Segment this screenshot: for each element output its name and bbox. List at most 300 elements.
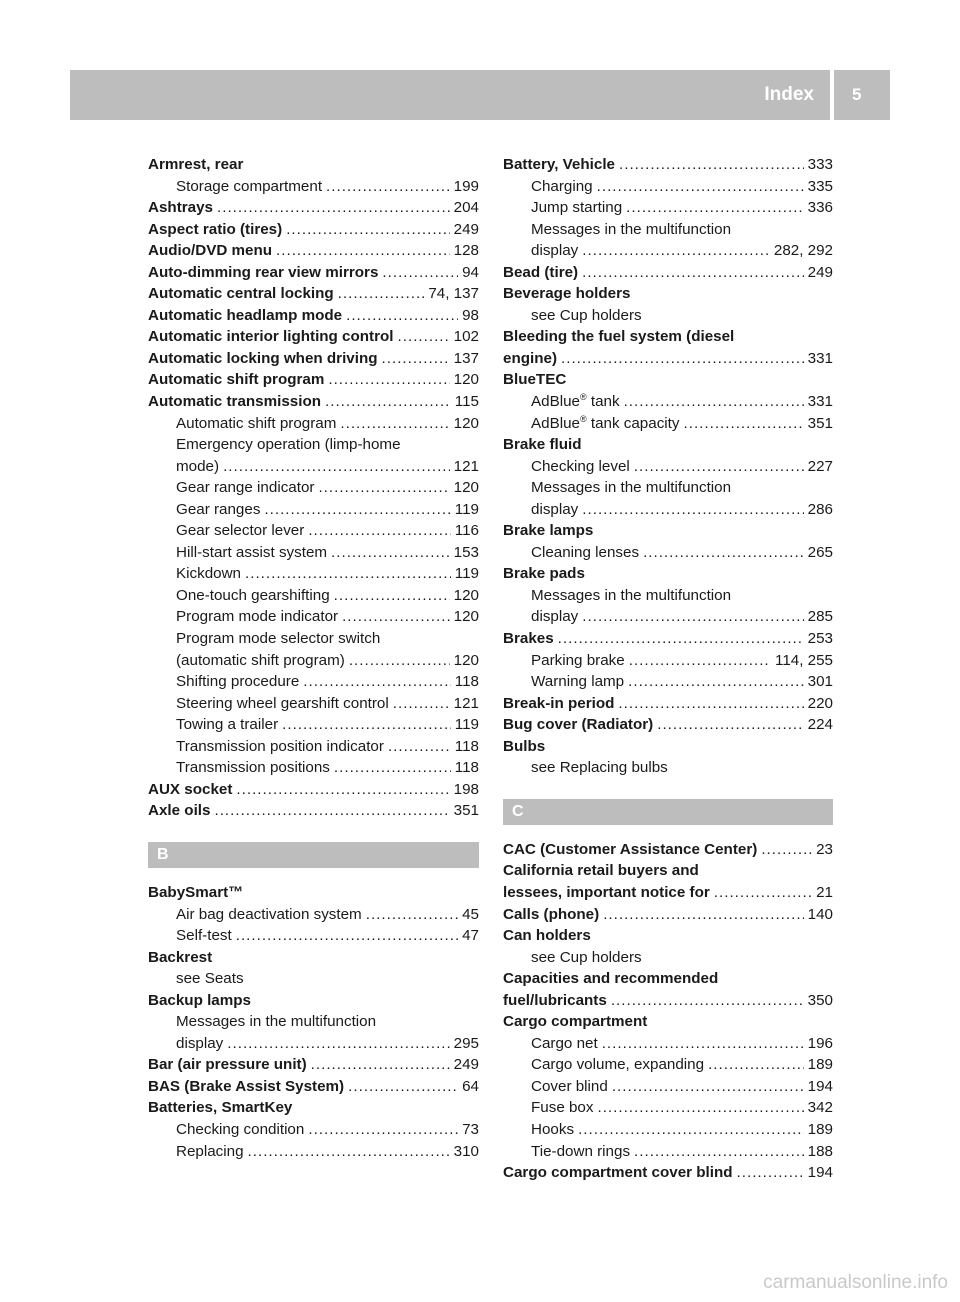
entry-label: Messages in the multifunction (176, 1013, 377, 1031)
page-reference: 128 (453, 242, 479, 260)
entry-label: Auto-dimming rear view mirrors (148, 263, 379, 281)
entry-label: Bulbs (503, 737, 546, 755)
entry-label: mode) (176, 457, 220, 475)
index-subentry (148, 563, 479, 585)
index-entry (148, 947, 479, 969)
page-reference: 64 (462, 1077, 479, 1095)
entry-label: Bead (tire) (503, 263, 579, 281)
entry-label: Axle oils (148, 802, 211, 820)
page-reference: 120 (453, 608, 479, 626)
dot-leader (214, 800, 449, 822)
dot-leader (236, 779, 449, 801)
entry-label: Towing a trailer (176, 716, 279, 734)
index-entry (503, 968, 833, 990)
index-subentry (503, 240, 833, 262)
entry-label: Brake lamps (503, 522, 594, 540)
index-entry (148, 240, 479, 262)
section-header-c: C (503, 799, 833, 825)
page-reference: 189 (807, 1056, 833, 1074)
page-reference: 73 (462, 1120, 479, 1138)
dot-leader (626, 197, 803, 219)
dot-leader (236, 925, 458, 947)
entry-label: One-touch gearshifting (176, 586, 330, 604)
entry-label: Checking condition (176, 1120, 305, 1138)
page-title: Index (764, 84, 814, 105)
entry-label-rest: tank (586, 393, 620, 411)
dot-leader (582, 606, 803, 628)
index-subentry (148, 671, 479, 693)
page-reference: 253 (807, 630, 833, 648)
page-reference: 249 (807, 263, 833, 281)
entry-label: Tie-down rings (531, 1142, 631, 1160)
index-subentry (148, 968, 479, 990)
dot-leader (393, 693, 450, 715)
dot-leader (634, 456, 804, 478)
dot-leader (708, 1054, 804, 1076)
entry-label: BAS (Brake Assist System) (148, 1077, 345, 1095)
page-reference: 331 (807, 349, 833, 367)
index-entry (148, 262, 479, 284)
entry-label: Automatic transmission (148, 393, 322, 411)
page-reference: 301 (807, 673, 833, 691)
index-entry (503, 990, 833, 1012)
index-subentry (503, 1119, 833, 1141)
index-subentry (148, 520, 479, 542)
page-reference: 350 (807, 991, 833, 1009)
entry-label: Cargo volume, expanding (531, 1056, 705, 1074)
page-reference: 119 (454, 565, 479, 583)
entry-label: Shifting procedure (176, 673, 300, 691)
index-entry (503, 369, 833, 391)
page-reference: 285 (807, 608, 833, 626)
page-reference: 342 (807, 1099, 833, 1117)
entry-label: Storage compartment (176, 177, 323, 195)
page-reference: 118 (454, 673, 479, 691)
index-subentry (148, 499, 479, 521)
index-subentry (148, 925, 479, 947)
entry-label: Cover blind (531, 1077, 608, 1095)
page-reference: 249 (453, 1056, 479, 1074)
dot-leader (597, 1097, 803, 1119)
entry-label: Gear ranges (176, 500, 261, 518)
index-subentry (503, 650, 833, 672)
page-reference: 120 (453, 651, 479, 669)
entry-label: see Replacing bulbs (531, 759, 668, 777)
entry-label: (automatic shift program) (176, 651, 345, 669)
entry-label: Messages in the multifunction (531, 220, 732, 238)
entry-label: Air bag deactivation system (176, 905, 362, 923)
dot-leader (558, 628, 804, 650)
index-subentry (503, 391, 833, 413)
index-subentry (148, 1033, 479, 1055)
entry-label: Automatic central locking (148, 285, 334, 303)
page-reference: 119 (454, 500, 479, 518)
index-entry (503, 904, 833, 926)
index-entry (148, 305, 479, 327)
dot-leader (331, 542, 450, 564)
entry-label: Bug cover (Radiator) (503, 716, 654, 734)
index-entry (148, 154, 479, 176)
index-subentry (503, 1097, 833, 1119)
entry-label: display (531, 500, 579, 518)
entry-label: BabySmart™ (148, 883, 244, 901)
entry-label: Batteries, SmartKey (148, 1099, 293, 1117)
entry-label: Brake pads (503, 565, 585, 583)
index-entry (148, 369, 479, 391)
index-entry (148, 283, 479, 305)
page-reference: 295 (453, 1034, 479, 1052)
page-reference: 98 (462, 306, 479, 324)
dot-leader (348, 1076, 458, 1098)
index-entry (503, 1162, 833, 1184)
dot-leader (657, 714, 803, 736)
page-reference: 153 (453, 543, 479, 561)
index-subentry (503, 219, 833, 241)
entry-label: see Cup holders (531, 948, 642, 966)
dot-leader (340, 413, 449, 435)
dot-leader (582, 262, 804, 284)
dot-leader (276, 240, 450, 262)
page-reference: 189 (807, 1120, 833, 1138)
dot-leader (382, 348, 450, 370)
dot-leader (561, 348, 804, 370)
entry-label: Armrest, rear (148, 156, 244, 173)
page-reference: 47 (462, 927, 479, 945)
index-entry (503, 563, 833, 585)
entry-label-text: AdBlue (531, 414, 580, 432)
index-entry (503, 693, 833, 715)
entry-label-text: AdBlue (531, 393, 580, 411)
page-reference: 119 (454, 716, 479, 734)
index-subentry (148, 585, 479, 607)
index-subentry (503, 671, 833, 693)
index-subentry (503, 456, 833, 478)
dot-leader (684, 413, 804, 435)
dot-leader (603, 904, 803, 926)
page-reference: 116 (454, 522, 479, 540)
page-reference: 120 (453, 371, 479, 389)
dot-leader (602, 1033, 804, 1055)
entry-label: Program mode selector switch (176, 630, 381, 648)
section-header-b: B (148, 842, 479, 868)
index-subentry (148, 1011, 479, 1033)
page-reference: 351 (807, 414, 833, 432)
dot-leader (346, 305, 458, 327)
entry-label: Automatic interior lighting control (148, 328, 394, 346)
page-reference: 137 (453, 349, 479, 367)
index-subentry (148, 456, 479, 478)
dot-leader (338, 283, 425, 305)
index-subentry (503, 197, 833, 219)
index-entry (148, 219, 479, 241)
dot-leader (227, 1033, 449, 1055)
page-reference: 199 (453, 177, 479, 195)
entry-label: Messages in the multifunction (531, 479, 732, 497)
dot-leader (326, 176, 450, 198)
registered-mark: ® (579, 413, 587, 424)
entries-right-b (503, 839, 833, 1184)
index-subentry (148, 434, 479, 456)
dot-leader (342, 606, 450, 628)
dot-leader (366, 904, 458, 926)
page-reference: 120 (453, 586, 479, 604)
entry-label: Aspect ratio (tires) (148, 220, 283, 238)
page-reference: 120 (453, 414, 479, 432)
page-reference: 114, 255 (775, 651, 833, 669)
index-entry (148, 348, 479, 370)
entry-label: display (531, 242, 579, 260)
index-entry (503, 348, 833, 370)
page-reference: 194 (807, 1164, 833, 1182)
index-subentry (148, 904, 479, 926)
entry-label: Steering wheel gearshift control (176, 694, 389, 712)
entry-label: Bleeding the fuel system (diesel (503, 328, 735, 346)
dot-leader (582, 499, 803, 521)
entry-label: Hill-start assist system (176, 543, 328, 561)
index-entry (503, 628, 833, 650)
registered-mark: ® (579, 392, 587, 403)
dot-leader (634, 1141, 804, 1163)
page-reference: 120 (453, 479, 479, 497)
entry-label: see Seats (176, 970, 244, 988)
dot-leader (349, 650, 450, 672)
entry-label: engine) (503, 349, 558, 367)
page-reference: 336 (807, 199, 833, 217)
entry-label: Brake fluid (503, 436, 582, 454)
entry-label: Backup lamps (148, 991, 251, 1009)
page-reference: 23 (816, 840, 833, 858)
index-subentry (503, 585, 833, 607)
entry-label: Transmission position indicator (176, 737, 384, 755)
entry-label: Jump starting (531, 199, 623, 217)
dot-leader (311, 1054, 450, 1076)
index-entry (503, 1011, 833, 1033)
header-bar (70, 70, 830, 120)
entry-label: Checking level (531, 457, 630, 475)
page-reference: 188 (807, 1142, 833, 1160)
entry-label: Program mode indicator (176, 608, 339, 626)
index-entry (503, 262, 833, 284)
index-entry (503, 154, 833, 176)
index-entry (503, 434, 833, 456)
dot-leader (382, 262, 458, 284)
entry-label: display (531, 608, 579, 626)
entry-label: Bar (air pressure unit) (148, 1056, 307, 1074)
entries-left-a (148, 154, 479, 822)
page-reference: 227 (807, 457, 833, 475)
entry-label (531, 391, 620, 413)
entry-label: display (176, 1034, 224, 1052)
entry-label: Cargo compartment (503, 1013, 648, 1031)
entry-label: AUX socket (148, 780, 233, 798)
entry-label: Brakes (503, 630, 554, 648)
entry-label: Charging (531, 177, 593, 195)
page-reference: 204 (453, 199, 479, 217)
entry-label: Cleaning lenses (531, 543, 640, 561)
entry-label: Fuse box (531, 1099, 594, 1117)
entry-label: Can holders (503, 927, 591, 945)
entry-label: Cargo net (531, 1034, 598, 1052)
page-reference: 224 (807, 716, 833, 734)
index-subentry (148, 542, 479, 564)
index-subentry (503, 176, 833, 198)
entries-left-b (148, 882, 479, 1162)
dot-leader (308, 1119, 458, 1141)
index-subentry (503, 305, 833, 327)
index-entry (148, 1097, 479, 1119)
entry-label: Automatic shift program (148, 371, 325, 389)
index-entry (503, 860, 833, 882)
index-entry (148, 197, 479, 219)
page-reference: 45 (462, 905, 479, 923)
entry-label: Capacities and recommended (503, 970, 719, 988)
index-subentry (148, 693, 479, 715)
index-subentry (148, 606, 479, 628)
dot-leader (286, 219, 449, 241)
dot-leader (334, 757, 451, 779)
entry-label: Emergency operation (limp-home (176, 436, 401, 454)
entry-label: Kickdown (176, 565, 241, 583)
entry-label: Ashtrays (148, 199, 213, 217)
dot-leader (624, 391, 804, 413)
page-reference: 198 (453, 780, 479, 798)
entry-label: Transmission positions (176, 759, 330, 777)
entry-label: Parking brake (531, 651, 625, 669)
dot-leader (761, 839, 812, 861)
page-reference: 333 (807, 156, 833, 173)
index-entry (503, 326, 833, 348)
entry-label (531, 413, 680, 435)
index-subentry (503, 606, 833, 628)
index-entry (503, 283, 833, 305)
entry-label: Messages in the multifunction (531, 586, 732, 604)
page-reference: 102 (453, 328, 479, 346)
dot-leader (597, 176, 804, 198)
entry-label: Audio/DVD menu (148, 242, 273, 260)
entry-label: Replacing (176, 1142, 244, 1160)
index-subentry (503, 1054, 833, 1076)
dot-leader (334, 585, 450, 607)
entry-label: BlueTEC (503, 371, 567, 389)
dot-leader (582, 240, 770, 262)
page-reference: 282, 292 (773, 242, 833, 260)
entry-label: Backrest (148, 948, 213, 966)
index-entry (503, 520, 833, 542)
dot-leader (328, 369, 449, 391)
entry-label: Warning lamp (531, 673, 625, 691)
index-entry (148, 391, 479, 413)
entry-label: Break-in period (503, 694, 615, 712)
dot-leader (248, 1141, 450, 1163)
entry-label: Calls (phone) (503, 905, 600, 923)
page-reference: 335 (807, 177, 833, 195)
index-entry (148, 800, 479, 822)
dot-leader (303, 671, 451, 693)
index-entry (503, 714, 833, 736)
index-column-right (503, 154, 833, 1184)
index-subentry (503, 757, 833, 779)
index-subentry (503, 413, 833, 435)
page-reference: 121 (453, 694, 479, 712)
entry-label: Self-test (176, 927, 232, 945)
dot-leader (737, 1162, 804, 1184)
page-reference: 265 (807, 543, 833, 561)
index-subentry (503, 947, 833, 969)
entry-label: fuel/lubricants (503, 991, 607, 1009)
entry-label-rest: tank capacity (586, 414, 680, 432)
entry-label: Cargo compartment cover blind (503, 1164, 733, 1182)
page-reference: 140 (807, 905, 833, 923)
index-subentry (503, 542, 833, 564)
entry-label: Beverage holders (503, 285, 631, 303)
entry-label: see Cup holders (531, 306, 642, 324)
index-entry (148, 779, 479, 801)
index-subentry (503, 1141, 833, 1163)
page-reference: 249 (453, 220, 479, 238)
page-reference: 94 (462, 263, 479, 281)
page-reference: 194 (807, 1077, 833, 1095)
dot-leader (578, 1119, 804, 1141)
page-reference: 310 (453, 1142, 479, 1160)
index-entry (503, 882, 833, 904)
dot-leader (318, 477, 449, 499)
page-reference: 118 (454, 737, 479, 755)
page-reference: 220 (807, 694, 833, 712)
page-reference: 121 (453, 457, 479, 475)
entry-label: Hooks (531, 1120, 575, 1138)
entry-label: Automatic locking when driving (148, 349, 378, 367)
index-subentry (148, 1141, 479, 1163)
index-subentry (148, 736, 479, 758)
dot-leader (612, 1076, 804, 1098)
dot-leader (282, 714, 451, 736)
dot-leader (245, 563, 451, 585)
index-entry (148, 1076, 479, 1098)
page-reference: 331 (807, 393, 833, 411)
index-subentry (148, 176, 479, 198)
entries-right-a (503, 154, 833, 779)
index-subentry (148, 413, 479, 435)
index-subentry (148, 628, 479, 650)
dot-leader (308, 520, 450, 542)
entry-label: lessees, important notice for (503, 883, 710, 901)
index-entry (148, 326, 479, 348)
watermark: carmanualsonline.info (763, 1272, 948, 1293)
dot-leader (223, 456, 450, 478)
page-reference: 115 (454, 393, 479, 411)
page-number: 5 (834, 70, 890, 120)
entry-label: Battery, Vehicle (503, 156, 615, 173)
index-subentry (148, 757, 479, 779)
index-entry (503, 839, 833, 861)
page-reference: 286 (807, 500, 833, 518)
page-reference: 74, 137 (428, 285, 479, 303)
dot-leader (217, 197, 450, 219)
index-column-left (148, 154, 479, 1162)
dot-leader (264, 499, 450, 521)
index-subentry (503, 1076, 833, 1098)
index-entry (148, 1054, 479, 1076)
entry-label: Gear selector lever (176, 522, 305, 540)
index-subentry (503, 499, 833, 521)
index-subentry (148, 477, 479, 499)
dot-leader (611, 990, 804, 1012)
index-entry (503, 736, 833, 758)
index-entry (503, 925, 833, 947)
page-reference: 351 (453, 802, 479, 820)
page-reference: 196 (807, 1034, 833, 1052)
index-entry (148, 990, 479, 1012)
